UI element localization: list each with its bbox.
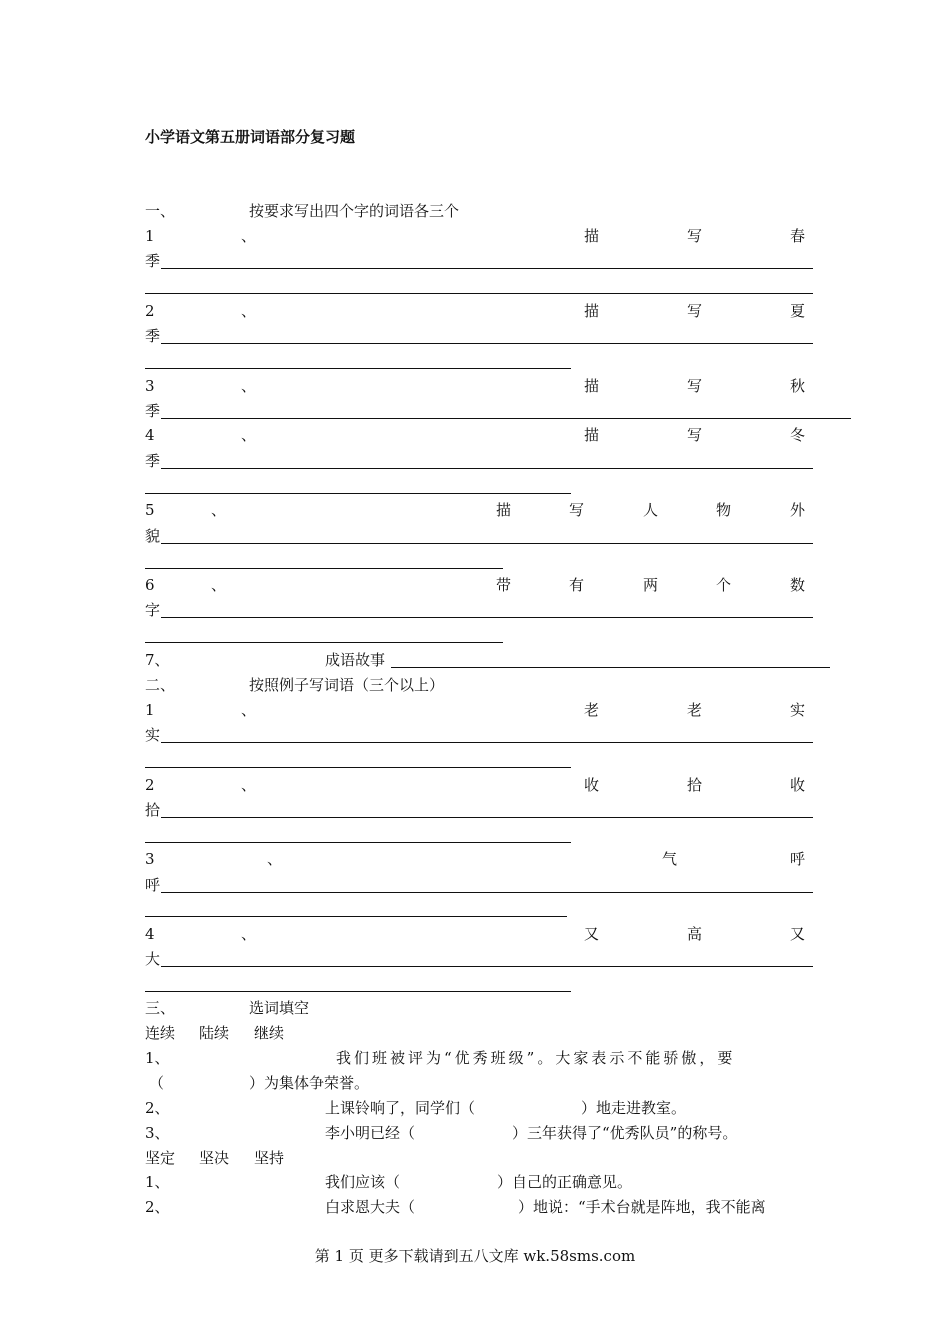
answer-line bbox=[161, 742, 813, 743]
s3-g2-q1-number: 1、 bbox=[145, 1173, 170, 1191]
s2-item-3-number: 3 bbox=[145, 850, 155, 868]
answer-line bbox=[145, 368, 571, 369]
s1-item-2-w4: 季 bbox=[145, 327, 161, 345]
s1-item-5-w1: 描 bbox=[496, 501, 512, 519]
answer-line bbox=[145, 842, 571, 843]
s1-item-3-w1: 描 bbox=[584, 377, 600, 395]
s3-g1-q1-text: 我们班被评为“优秀班级”。大家表示不能骄傲，要 bbox=[336, 1049, 736, 1067]
answer-line bbox=[161, 892, 813, 893]
s2-item-1-sep: 、 bbox=[241, 701, 257, 719]
s1-item-4-w3: 冬 bbox=[790, 426, 806, 444]
word-choice: 继续 bbox=[254, 1024, 285, 1042]
s3-g1-q2-rest: ）地走进教室。 bbox=[581, 1099, 687, 1117]
s1-item-6-w5: 数 bbox=[790, 576, 806, 594]
answer-line bbox=[145, 493, 571, 494]
s1-item-3-sep: 、 bbox=[241, 377, 257, 395]
answer-line bbox=[391, 667, 830, 668]
s3-g1-q3-text: 李小明已经（ bbox=[325, 1124, 416, 1142]
s2-item-3-w2: 呼 bbox=[790, 850, 806, 868]
s1-item-4-w4: 季 bbox=[145, 452, 161, 470]
s1-item-2-number: 2 bbox=[145, 302, 155, 320]
s3-g2-q2-text: 白求恩大夫（ bbox=[325, 1198, 416, 1216]
s1-item-5-w4: 物 bbox=[716, 501, 732, 519]
s2-item-4-sep: 、 bbox=[241, 925, 257, 943]
answer-line bbox=[161, 543, 813, 544]
answer-line bbox=[145, 767, 571, 768]
s3-g1-q3-rest: ）三年获得了“优秀队员”的称号。 bbox=[512, 1124, 738, 1142]
word-choice: 坚定 bbox=[145, 1149, 176, 1167]
s3-g2-q2-rest: ）地说：“手术台就是阵地，我不能离 bbox=[518, 1198, 766, 1216]
s1-item-6-w3: 两 bbox=[643, 576, 659, 594]
section-3-number: 三、 bbox=[145, 999, 176, 1017]
s3-g2-q1-rest: ）自己的正确意见。 bbox=[497, 1173, 633, 1191]
section-2-heading: 按照例子写词语（三个以上） bbox=[249, 676, 445, 694]
s2-item-2-w3: 收 bbox=[790, 776, 806, 794]
answer-line bbox=[145, 568, 503, 569]
page-footer: 第 1 页 更多下载请到五八文库 wk.58sms.com bbox=[314, 1247, 636, 1265]
s3-g1-q3-number: 3、 bbox=[145, 1124, 170, 1142]
s1-item-3-w2: 写 bbox=[687, 377, 703, 395]
s2-item-1-w3: 实 bbox=[790, 701, 806, 719]
word-choice: 坚持 bbox=[254, 1149, 285, 1167]
s1-item-1-w4: 季 bbox=[145, 252, 161, 270]
s3-g2-q2-number: 2、 bbox=[145, 1198, 170, 1216]
s1-item-1-w2: 写 bbox=[687, 227, 703, 245]
s2-item-3-sep: 、 bbox=[267, 850, 283, 868]
s1-item-6-w1: 带 bbox=[496, 576, 512, 594]
s1-item-1-w1: 描 bbox=[584, 227, 600, 245]
s1-item-6-w6: 字 bbox=[145, 601, 161, 619]
s1-item-4-number: 4 bbox=[145, 426, 155, 444]
page-title: 小学语文第五册词语部分复习题 bbox=[145, 128, 356, 146]
s1-item-5-number: 5 bbox=[145, 501, 155, 519]
s1-item-5-w5: 外 bbox=[790, 501, 806, 519]
section-2-number: 二、 bbox=[145, 676, 176, 694]
s3-g1-q2-number: 2、 bbox=[145, 1099, 170, 1117]
s3-g1-q1-number: 1、 bbox=[145, 1049, 170, 1067]
answer-line bbox=[161, 468, 813, 469]
s1-item-2-sep: 、 bbox=[241, 302, 257, 320]
section-1-number: 一、 bbox=[145, 202, 176, 220]
s2-item-1-w2: 老 bbox=[687, 701, 703, 719]
s1-item-5-w6: 貌 bbox=[145, 527, 161, 545]
answer-line bbox=[145, 293, 813, 294]
s1-item-6-number: 6 bbox=[145, 576, 155, 594]
s1-item-2-w3: 夏 bbox=[790, 302, 806, 320]
answer-line bbox=[161, 268, 813, 269]
word-choice: 连续 bbox=[145, 1024, 176, 1042]
answer-line bbox=[145, 916, 567, 917]
answer-line bbox=[161, 418, 851, 419]
s3-g1-q2-text: 上课铃响了，同学们（ bbox=[325, 1099, 476, 1117]
s2-item-2-number: 2 bbox=[145, 776, 155, 794]
s1-item-4-w1: 描 bbox=[584, 426, 600, 444]
answer-line bbox=[161, 817, 813, 818]
s2-item-2-w4: 拾 bbox=[145, 801, 161, 819]
s1-item-6-w4: 个 bbox=[716, 576, 732, 594]
s1-item-4-sep: 、 bbox=[241, 426, 257, 444]
answer-line bbox=[161, 617, 813, 618]
s2-item-2-sep: 、 bbox=[241, 776, 257, 794]
s1-item-5-sep: 、 bbox=[211, 501, 227, 519]
s2-item-4-w1: 又 bbox=[584, 925, 600, 943]
s1-item-3-w3: 秋 bbox=[790, 377, 806, 395]
s1-item-5-w3: 人 bbox=[643, 501, 659, 519]
s2-item-1-number: 1 bbox=[145, 701, 155, 719]
s1-item-2-w2: 写 bbox=[687, 302, 703, 320]
answer-line bbox=[161, 966, 813, 967]
s1-item-5-w2: 写 bbox=[569, 501, 585, 519]
s1-item-7-text: 成语故事 bbox=[325, 651, 386, 669]
s2-item-3-w1: 气 bbox=[662, 850, 678, 868]
s2-item-4-w4: 大 bbox=[145, 950, 161, 968]
section-3-heading: 选词填空 bbox=[249, 999, 310, 1017]
word-choice: 坚决 bbox=[199, 1149, 230, 1167]
s1-item-3-number: 3 bbox=[145, 377, 155, 395]
word-choice: 陆续 bbox=[199, 1024, 230, 1042]
s1-item-2-w1: 描 bbox=[584, 302, 600, 320]
s2-item-3-w3: 呼 bbox=[145, 876, 161, 894]
s2-item-4-w3: 又 bbox=[790, 925, 806, 943]
answer-line bbox=[161, 343, 813, 344]
s3-g1-q1-open: （ bbox=[149, 1074, 165, 1092]
section-1-heading: 按要求写出四个字的词语各三个 bbox=[249, 202, 460, 220]
s1-item-6-sep: 、 bbox=[211, 576, 227, 594]
s3-g2-q1-text: 我们应该（ bbox=[325, 1173, 401, 1191]
s2-item-1-w1: 老 bbox=[584, 701, 600, 719]
s2-item-4-number: 4 bbox=[145, 925, 155, 943]
s1-item-1-w3: 春 bbox=[790, 227, 806, 245]
s2-item-1-w4: 实 bbox=[145, 726, 161, 744]
s1-item-1-number: 1 bbox=[145, 227, 155, 245]
s3-g1-q1-rest: ）为集体争荣誉。 bbox=[249, 1074, 370, 1092]
s1-item-7-number: 7、 bbox=[145, 651, 170, 669]
s2-item-2-w1: 收 bbox=[584, 776, 600, 794]
answer-line bbox=[145, 642, 503, 643]
s1-item-3-w4: 季 bbox=[145, 402, 161, 420]
s1-item-1-sep: 、 bbox=[241, 227, 257, 245]
s2-item-2-w2: 拾 bbox=[687, 776, 703, 794]
s2-item-4-w2: 高 bbox=[687, 925, 703, 943]
s1-item-6-w2: 有 bbox=[569, 576, 585, 594]
s1-item-4-w2: 写 bbox=[687, 426, 703, 444]
answer-line bbox=[145, 991, 571, 992]
